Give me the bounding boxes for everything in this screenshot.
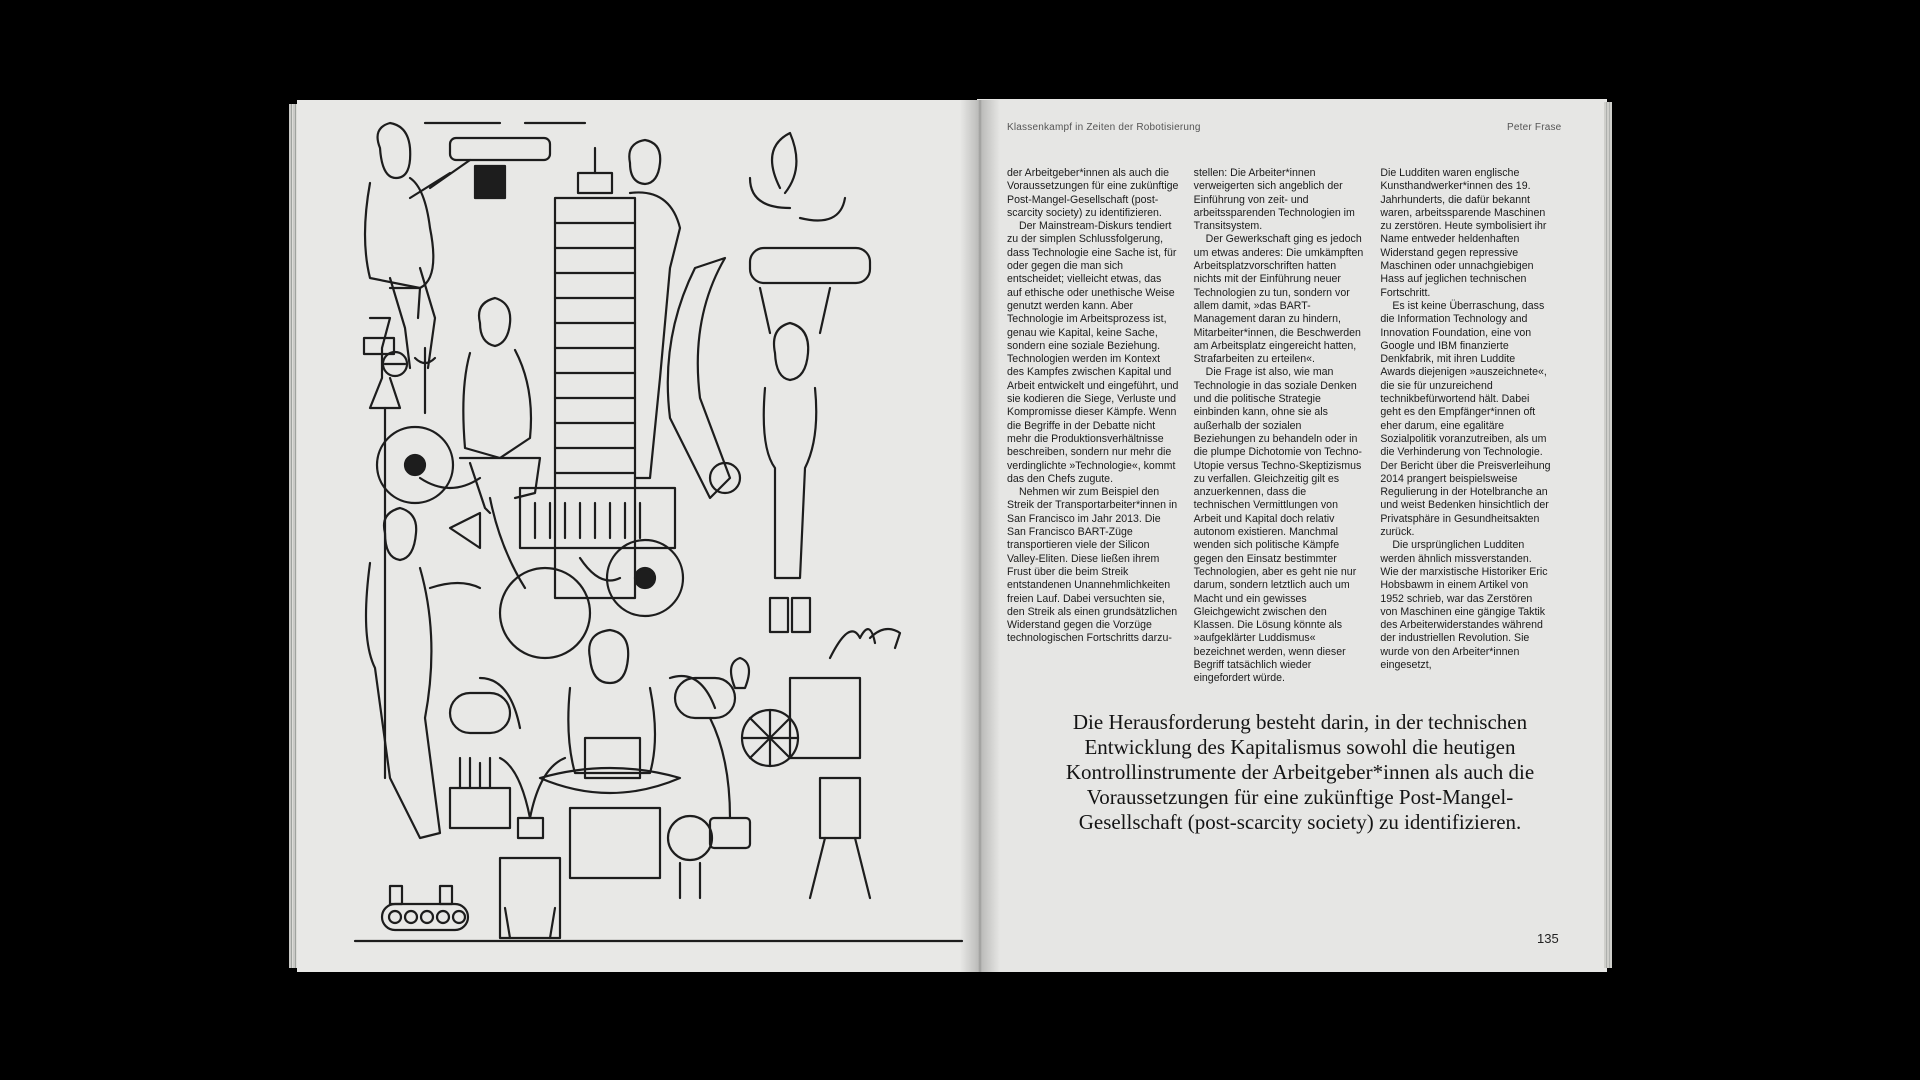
text-column-2 bbox=[1193, 167, 1366, 685]
running-head-author: Peter Frase bbox=[1507, 122, 1562, 133]
paragraph: Nehmen wir zum Beispiel den Streik der Transportarbeiter*innen in San Francisco im Jahr 2013. Die San Francisco BART-Züge transportieren viele der Silicon Valley-Eliten. Diese ließen ihrem Frust über die beim Streik entstandenen Unannehmlichkeiten freien Lauf. Dabei versuchten sie, den Streik als einen grundsätzlichen Widerstand gegen die Vorzüge technologischen Fortschritts darzu- bbox=[1007, 486, 1178, 645]
line-illustration bbox=[330, 118, 970, 948]
paragraph: Es ist keine Überraschung, dass die Information Technology and Innovation Foundation, eine von Google und IBM finanzierte Denkfabrik, mit ihren Luddite Awards diejenigen »auszeichnete«, die sie für unzureichend technikbefürwortend hält. Dabei geht es den Empfänger*innen oft eher darum, eine egalitäre Sozialpolitik voranzutreiben, als um die Verhinderung von Technologie. Der Bericht über die Preisverleihung 2014 prangert beispielsweise Regulierung in der Hotelbranche an und weist Bedenken hinsichtlich der Privatsphäre in Gesundheitsakten zurück. bbox=[1380, 299, 1551, 539]
paragraph: Der Mainstream-Diskurs tendiert zu der simplen Schlussfolgerung, dass Technologie eine Sache ist, für oder gegen die man sich entscheidet; vielleicht etwas, das auf ethische oder unethische Weise genutzt werden kann. Aber Technologie im Arbeitsprozess ist, genau wie Kapital, keine Sache, sondern eine soziale Beziehung. Technologien werden im Kontext des Kampfes zwischen Kapital und Arbeit entwickelt und eingeführt, und sie kodieren die Siege, Verluste und Kompromisse dieser Kämpfe. Wenn die Begriffe in der Debatte nicht mehr die Produktionsverhältnisse beschreiben, sondern nur mehr die verdinglichte »Technologie«, kommt das den Chefs zugute. bbox=[1007, 220, 1179, 485]
pull-quote: Die Herausforderung besteht darin, in der technischen Entwicklung des Kapitalismus sowohl die heutigen Kontrollinstrumente der Arbeitgeber*innen als auch die Voraussetzungen für eine zukünftige Post-Mangel-Gesellschaft (post-scarcity society) zu identifizieren. bbox=[1065, 710, 1535, 834]
running-head-title: Klassenkampf in Zeiten der Robotisierung bbox=[1007, 122, 1201, 133]
text-column-1 bbox=[1007, 167, 1179, 645]
paragraph: der Arbeitgeber*innen als auch die Voraussetzungen für eine zukünftige Post-Mangel-Gesellschaft (post-scarcity society) zu identifizieren. bbox=[1007, 167, 1179, 219]
body-text-columns bbox=[1007, 167, 1552, 685]
paragraph: Die ursprünglichen Ludditen werden ähnlich missverstanden. Wie der marxistische Historiker Eric Hobsbawm in einem Artikel von 1952 schrieb, war das Zerstören von Maschinen eine gängige Taktik des Arbeiterwiderstandes während der industriellen Revolution. Sie wurde von den Arbeiter*innen eingesetzt, bbox=[1380, 539, 1548, 671]
paragraph: Der Gewerkschaft ging es jedoch um etwas anderes: Die umkämpften Arbeitsplatzvorschriften hatten nichts mit der Einführung neuer Technologien zu tun, sondern vor allem damit, »das BART-Management daran zu hindern, Mitarbeiter*innen, die Beschwerden am Arbeitsplatz eingereicht hatten, Strafarbeiten zu erteilen«. bbox=[1193, 233, 1364, 366]
paragraph: stellen: Die Arbeiter*innen verweigerten sich angeblich der Einführung von zeit- und arbeitssparenden Technologien im Transitsystem. bbox=[1193, 167, 1355, 233]
text-column-3 bbox=[1380, 167, 1552, 671]
paragraph: Die Frage ist also, wie man Technologie in das soziale Denken und die politische Strategie einbinden kann, ohne sie als außerhalb der sozialen Beziehungen zu behandeln oder in die plumpe Dichotomie von Techno-Utopie versus Techno-Skeptizismus zu verfallen. Gleichzeitig gilt es anzuerkennen, dass die technischen Vermittlungen von Arbeit und Kapital doch relativ autonom existieren. Manchmal wenden sich politische Kämpfe gegen den Einsatz bestimmter Technologien, aber es geht nie nur darum, sondern letztlich auch um Macht und ein gewisses Gleichgewicht zwischen den Klassen. Die Lösung könnte als »aufgeklärter Luddismus« bezeichnet werden, wenn dieser Begriff tatsächlich wieder eingefordert würde. bbox=[1193, 366, 1362, 685]
paragraph: Die Ludditen waren englische Kunsthandwerker*innen des 19. Jahrhunderts, die dafür bekannt waren, arbeitssparende Maschinen zu zerstören. Heute symbolisiert ihr Name entweder heldenhaften Widerstand gegen repressive Maschinen oder unnachgiebigen Hass auf jeglichen technischen Fortschritt. bbox=[1380, 167, 1547, 299]
right-page-edges bbox=[1604, 102, 1612, 968]
page-number: 135 bbox=[1537, 931, 1559, 946]
